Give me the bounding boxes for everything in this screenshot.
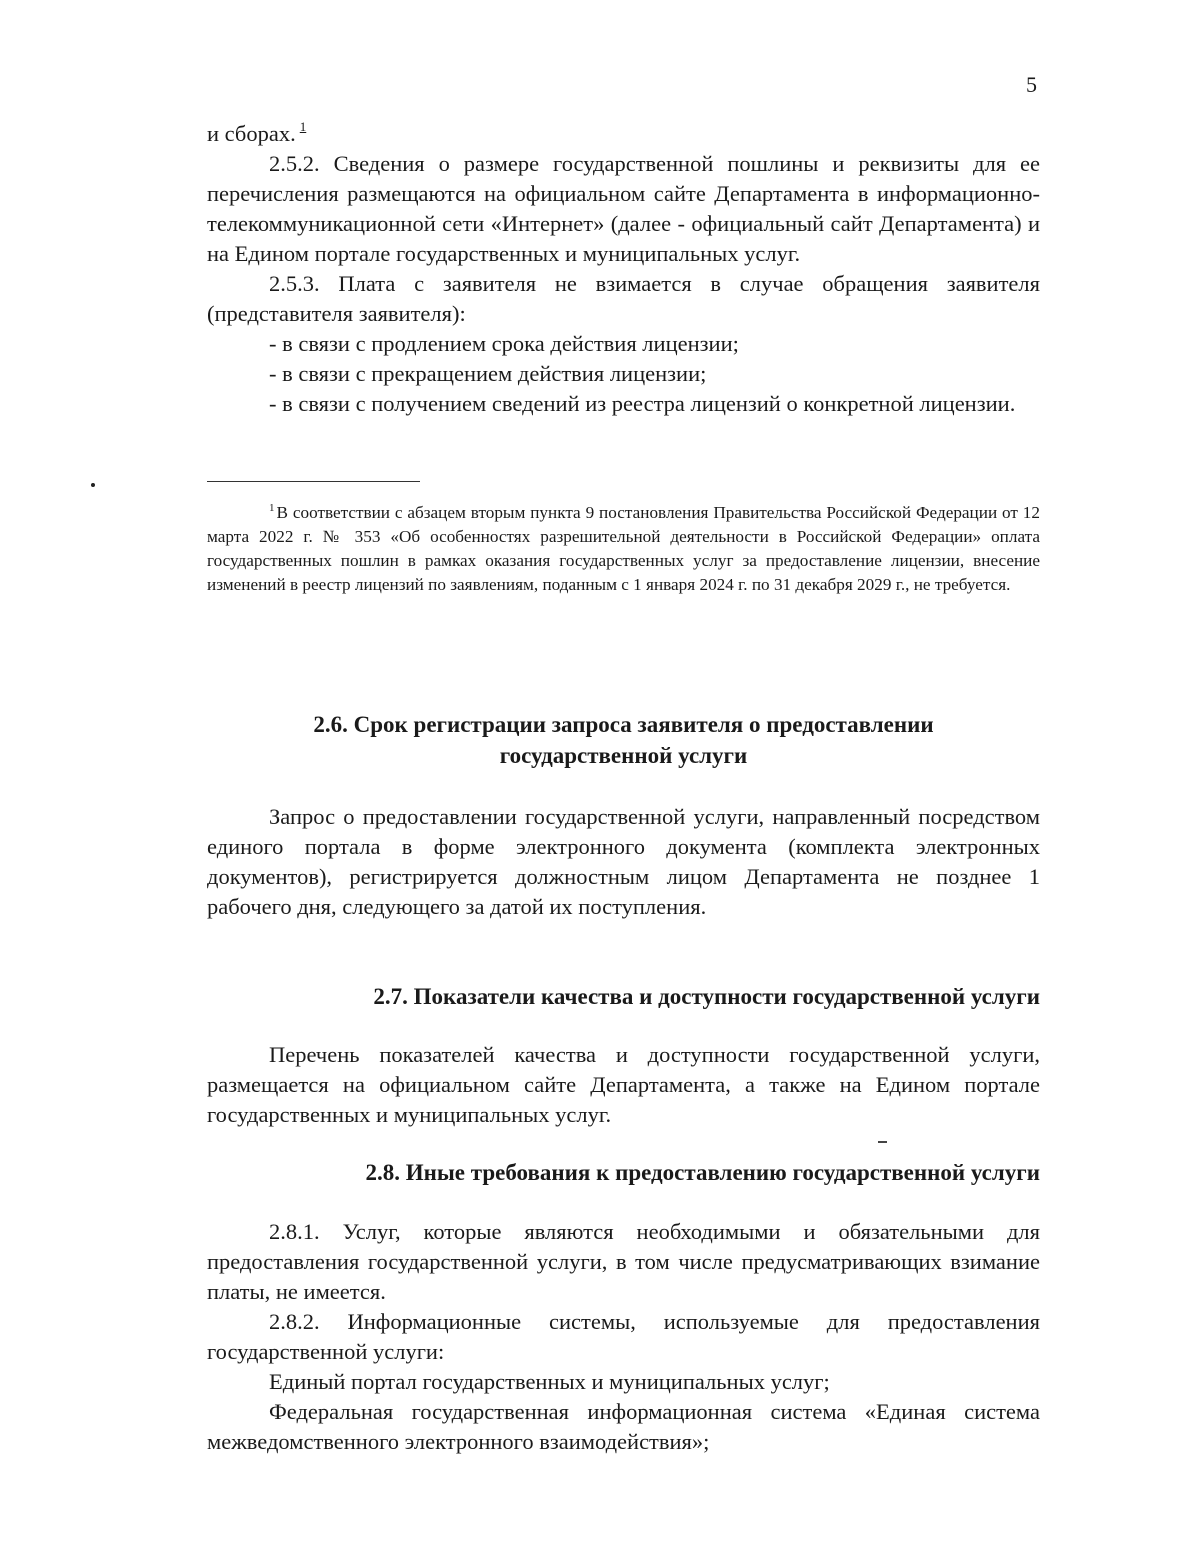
heading-2-6-line-2: государственной услуги	[499, 743, 748, 768]
list-item: - в связи с продлением срока действия лицензии;	[269, 331, 739, 356]
section-2-7-block	[207, 1040, 1040, 1130]
footnote-marker: 1	[269, 502, 275, 514]
paragraph-2-5-3: 2.5.3. Плата с заявителя не взимается в случае обращения заявителя (представителя заявителя):	[207, 271, 1040, 326]
footnote-text	[207, 496, 1040, 597]
continuation-text: и сборах.	[207, 121, 296, 146]
scan-dash-mark	[878, 1141, 887, 1143]
section-2-8-block	[207, 1217, 1040, 1457]
section-2-6-block	[207, 802, 1040, 922]
heading-2-7: 2.7. Показатели качества и доступности государственной услуги	[373, 984, 1040, 1009]
section-2-5-block	[207, 112, 1040, 419]
footnote-body: В соответствии с абзацем вторым пункта 9 постановления Правительства Российской Федерации от 12 марта 2022 г. № 353 «Об особенностях разрешительной деятельности в Российской Федерации» оплата государственных пошлин в рамках оказания государственных услуг за предоставление лицензии, внесение изменений в реестр лицензий по заявлениям, поданным с 1 января 2024 г. по 31 декабря 2029 г., не требуется.	[207, 503, 1040, 594]
footnote-reference[interactable]: 1	[299, 119, 307, 134]
heading-2-6	[207, 709, 1040, 771]
paragraph-2-8-1: 2.8.1. Услуг, которые являются необходимыми и обязательными для предоставления государственной услуги, в том числе предусматривающих взимание платы, не имеется.	[207, 1219, 1040, 1304]
system-item: Федеральная государственная информационная система «Единая система межведомственного электронного взаимодействия»;	[207, 1399, 1040, 1454]
paragraph-2-6: Запрос о предоставлении государственной услуги, направленный посредством единого портала в форме электронного документа (комплекта электронных документов), регистрируется должностным лицом Департамента не позднее 1 рабочего дня, следующего за датой их поступления.	[207, 804, 1040, 919]
system-item: Единый портал государственных и муниципальных услуг;	[269, 1369, 830, 1394]
paragraph-2-8-2: 2.8.2. Информационные системы, используемые для предоставления государственной услуги:	[207, 1309, 1040, 1364]
footnote	[207, 496, 1040, 597]
list-item: - в связи с прекращением действия лицензии;	[269, 361, 707, 386]
page-number: 5	[1026, 72, 1037, 97]
scan-dot-mark	[91, 483, 95, 487]
heading-2-8: 2.8. Иные требования к предоставлению государственной услуги	[365, 1160, 1040, 1185]
footnote-separator	[207, 481, 420, 482]
list-item: - в связи с получением сведений из реестра лицензий о конкретной лицензии.	[269, 391, 1016, 416]
paragraph-2-5-2: 2.5.2. Сведения о размере государственной пошлины и реквизиты для ее перечисления размещаются на официальном сайте Департамента в информационно-телекоммуникационной сети «Интернет» (далее - официальный сайт Департамента) и на Едином портале государственных и муниципальных услуг.	[207, 151, 1040, 266]
paragraph-2-7: Перечень показателей качества и доступности государственной услуги, размещается на официальном сайте Департамента, а также на Едином портале государственных и муниципальных услуг.	[207, 1042, 1040, 1127]
heading-2-6-line-1: 2.6. Срок регистрации запроса заявителя о предоставлении	[313, 712, 934, 737]
continuation-line	[207, 112, 1040, 149]
